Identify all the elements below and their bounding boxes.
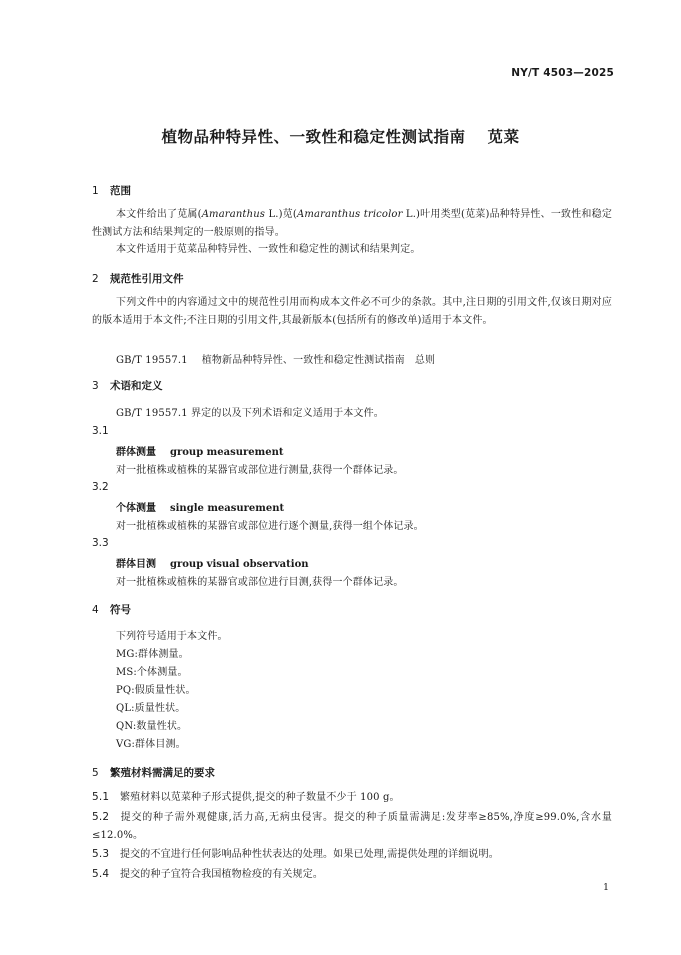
species-name: Amaranthus tricolor	[296, 209, 403, 220]
item-text: 提交的种子需外观健康,活力高,无病虫侵害。提交的种子质量需满足:发芽率≥85%,净度≥99.0%,含水量≤12.0%。	[92, 812, 612, 841]
title-crop: 苋菜	[487, 128, 520, 146]
symbol-line: MS:个体测量。	[116, 667, 188, 678]
section-1-paragraph-2: 本文件适用于苋菜品种特异性、一致性和稳定性的测试和结果判定。	[116, 244, 421, 255]
text: L.)苋(	[265, 209, 297, 220]
item-number: 5.3	[92, 848, 110, 860]
term-definition: 对一批植株或植株的某器官或部位进行测量,获得一个群体记录。	[116, 465, 404, 476]
genus-name: Amaranthus	[201, 209, 266, 220]
section-title: 术语和定义	[110, 380, 163, 392]
section-number: 3	[92, 380, 99, 392]
text: L.)叶用类型(苋菜)品种特异性、一致性和稳定性测试方法和结果判定的一般原则的指导。	[92, 209, 612, 238]
term-zh: 个体测量	[116, 503, 156, 514]
item-text: 提交的种子宜符合我国植物检疫的有关规定。	[120, 869, 323, 880]
symbol-line: PQ:假质量性状。	[116, 685, 196, 696]
term-en: single measurement	[170, 503, 285, 514]
term-heading	[116, 443, 283, 458]
term-definition: 对一批植株或植株的某器官或部位进行逐个测量,获得一组个体记录。	[116, 521, 424, 532]
requirement-item	[92, 789, 612, 807]
section-5-heading	[92, 765, 215, 780]
term-number: 3.3	[92, 537, 109, 549]
section-1-paragraph-1	[92, 206, 612, 241]
page-number: 1	[602, 882, 609, 893]
term-en: group measurement	[170, 447, 284, 458]
term-heading	[116, 499, 284, 514]
item-text: 提交的不宜进行任何影响品种性状表达的处理。如果已处理,需提供处理的详细说明。	[120, 849, 499, 860]
symbol-line: 下列符号适用于本文件。	[116, 631, 228, 642]
item-number: 5.2	[92, 811, 110, 823]
section-2-heading	[92, 271, 184, 286]
term-en: group visual observation	[170, 559, 309, 570]
item-number: 5.4	[92, 868, 110, 880]
symbol-line: VG:群体目测。	[116, 739, 186, 750]
document-title	[0, 125, 681, 147]
section-2-paragraph: 下列文件中的内容通过文中的规范性引用而构成本文件必不可少的条款。其中,注日期的引用文件,仅该日期对应的版本适用于本文件;不注日期的引用文件,其最新版本(包括所有的修改单)适用于本文件。	[92, 297, 612, 326]
text: 本文件给出了苋属(	[116, 209, 202, 220]
term-definition: 对一批植株或植株的某器官或部位进行目测,获得一个群体记录。	[116, 577, 404, 588]
term-zh: 群体目测	[116, 559, 156, 570]
symbol-line: QL:质量性状。	[116, 703, 186, 714]
section-number: 5	[92, 767, 99, 779]
section-title: 规范性引用文件	[110, 273, 184, 285]
normative-reference	[116, 351, 435, 366]
item-number: 5.1	[92, 791, 110, 803]
section-4-heading	[92, 602, 131, 617]
term-number: 3.1	[92, 425, 109, 437]
section-3-intro: GB/T 19557.1 界定的以及下列术语和定义适用于本文件。	[116, 408, 384, 419]
symbol-line: MG:群体测量。	[116, 649, 189, 660]
section-title: 范围	[110, 185, 131, 197]
term-number: 3.2	[92, 481, 109, 493]
item-text: 繁殖材料以苋菜种子形式提供,提交的种子数量不少于 100 g。	[120, 792, 400, 803]
section-number: 4	[92, 604, 99, 616]
term-heading	[116, 555, 309, 570]
section-number: 2	[92, 273, 99, 285]
requirement-item	[92, 809, 612, 844]
symbol-line: QN:数量性状。	[116, 721, 188, 732]
section-title: 符号	[110, 604, 131, 616]
requirement-item	[92, 866, 612, 884]
title-main: 植物品种特异性、一致性和稳定性测试指南	[161, 128, 466, 146]
requirement-item	[92, 846, 612, 864]
standard-number: NY/T 4503—2025	[511, 67, 614, 79]
section-number: 1	[92, 185, 99, 197]
section-3-heading	[92, 378, 163, 393]
term-zh: 群体测量	[116, 447, 156, 458]
reference-code: GB/T 19557.1	[116, 355, 188, 366]
section-1-heading	[92, 183, 131, 198]
reference-title: 植物新品种特异性、一致性和稳定性测试指南 总则	[201, 355, 436, 366]
section-title: 繁殖材料需满足的要求	[110, 767, 215, 779]
